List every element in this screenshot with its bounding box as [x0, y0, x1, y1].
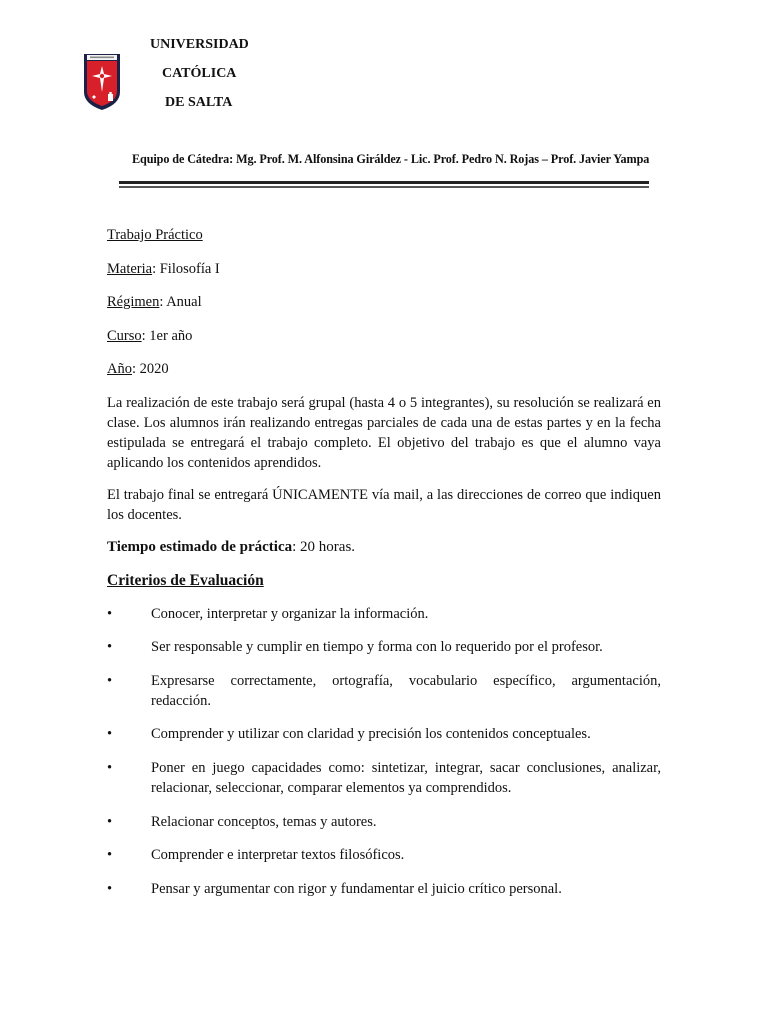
list-item	[107, 758, 661, 798]
header-divider-secondary	[119, 186, 649, 188]
meta-course	[107, 326, 661, 346]
bullet: •	[107, 759, 113, 776]
paragraph-delivery: El trabajo final se entregará ÚNICAMENTE vía mail, a las direcciones de correo que indiquen los docentes.	[107, 486, 661, 523]
university-name-line-3: DE SALTA	[165, 95, 233, 110]
bullet: •	[107, 847, 113, 864]
list-item	[107, 604, 661, 624]
document-title: Trabajo Práctico	[107, 227, 203, 243]
bullet: •	[107, 726, 113, 743]
list-item	[107, 845, 661, 865]
meta-label: Materia	[107, 260, 153, 277]
list-item	[107, 879, 661, 899]
header-divider	[119, 181, 649, 184]
paragraph-description: La realización de este trabajo será grupal (hasta 4 o 5 integrantes), su resolución se realizará en clase. Los alumnos irán realizando entregas parciales de cada una de estas partes y en la fecha estipulada se entregará el trabajo completo. El objetivo del trabajo es que el alumno vaya aplicando los contenidos aprendidos.	[107, 394, 661, 471]
list-item-text: Expresarse correctamente, ortografía, vocabulario específico, argumentación, redacción.	[151, 672, 661, 709]
meta-regime	[107, 292, 661, 312]
meta-value: : 1er año	[141, 327, 193, 344]
estimated-time	[107, 537, 661, 557]
meta-label: Curso	[107, 327, 142, 344]
meta-label: Año	[107, 361, 132, 378]
list-item-text: Pensar y argumentar con rigor y fundamentar el juicio crítico personal.	[151, 880, 562, 897]
list-item	[107, 671, 661, 711]
bullet: •	[107, 672, 113, 689]
meta-year	[107, 359, 661, 379]
list-item-text: Relacionar conceptos, temas y autores.	[151, 813, 377, 830]
document-body	[107, 225, 661, 912]
bullet: •	[107, 605, 113, 622]
bullet: •	[107, 813, 113, 830]
list-item-text: Poner en juego capacidades como: sintetizar, integrar, sacar conclusiones, analizar, relacionar, seleccionar, comparar elementos ya comprendidos.	[151, 759, 661, 796]
meta-value: : Anual	[159, 294, 202, 311]
list-item	[107, 724, 661, 744]
university-name-line-1: UNIVERSIDAD	[150, 37, 249, 52]
meta-value: : 2020	[131, 361, 169, 378]
list-item-text: Comprender y utilizar con claridad y precisión los contenidos conceptuales.	[151, 726, 591, 743]
criteria-title: Criterios de Evaluación	[107, 571, 264, 589]
list-item-text: Conocer, interpretar y organizar la información.	[151, 605, 429, 622]
list-item-text: Comprender e interpretar textos filosóficos.	[151, 847, 405, 864]
list-item	[107, 812, 661, 832]
teaching-staff: Equipo de Cátedra: Mg. Prof. M. Alfonsina Giráldez - Lic. Prof. Pedro N. Rojas – Prof. Javier Yampa	[132, 152, 650, 166]
bullet: •	[107, 639, 113, 656]
estimated-time-value: : 20 horas.	[292, 538, 356, 555]
meta-value: : Filosofía I	[152, 260, 220, 277]
meta-subject	[107, 259, 661, 279]
list-item-text: Ser responsable y cumplir en tiempo y forma con lo requerido por el profesor.	[151, 639, 603, 656]
estimated-time-label: Tiempo estimado de práctica	[107, 538, 293, 555]
meta-label: Régimen	[107, 294, 160, 311]
university-crest-icon	[82, 52, 122, 112]
criteria-list	[107, 604, 661, 899]
list-item	[107, 637, 661, 657]
bullet: •	[107, 880, 113, 897]
university-name-line-2: CATÓLICA	[162, 66, 237, 81]
